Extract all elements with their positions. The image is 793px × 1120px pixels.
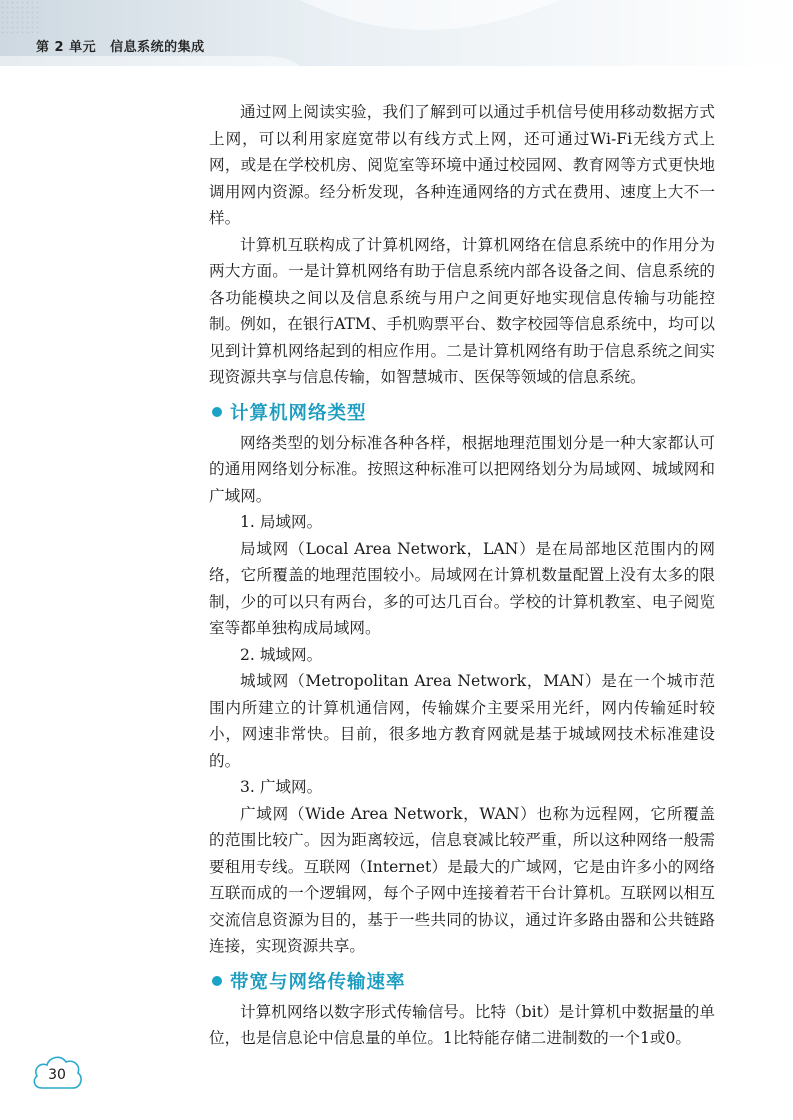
header-decoration bbox=[0, 0, 793, 66]
bullet-icon bbox=[212, 976, 222, 986]
main-content bbox=[209, 99, 715, 1052]
page-number-badge bbox=[30, 1050, 84, 1094]
header-unit: 第 2 单元 bbox=[36, 40, 97, 55]
section-title: 计算机网络类型 bbox=[230, 402, 367, 424]
man-label: 2. 城域网。 bbox=[240, 645, 323, 664]
lan-paragraph: 局域网（Local Area Network，LAN）是在局部地区范围内的网络，它所覆盖的地理范围较小。局域网在计算机数量配置上没有太多的限制，少的可以只有两台，多的可达几百台。学校的计算机教室、电子阅览室等都单独构成局域网。 bbox=[209, 539, 715, 637]
bullet-icon bbox=[212, 407, 222, 417]
bandwidth-paragraph: 计算机网络以数字形式传输信号。比特（bit）是计算机中数据量的单位，也是信息论中信息量的单位。1比特能存储二进制数的一个1或0。 bbox=[209, 1002, 715, 1047]
header-chapter-title: 信息系统的集成 bbox=[110, 40, 205, 55]
man-paragraph: 城域网（Metropolitan Area Network，MAN）是在一个城市范围内所建立的计算机通信网，传输媒介主要采用光纤，网内传输延时较小，网速非常快。目前，很多地方教育网就是基于城域网技术标准建设的。 bbox=[209, 672, 715, 770]
section-title: 带宽与网络传输速率 bbox=[230, 971, 406, 993]
intro-paragraph-2: 计算机互联构成了计算机网络，计算机网络在信息系统中的作用分为两大方面。一是计算机网络有助于信息系统内部各设备之间、信息系统的各功能模块之间以及信息系统与用户之间更好地实现信息传输与功能控制。例如，在银行ATM、手机购票平台、数字校园等信息系统中，均可以见到计算机网络起到的相应作用。二是计算机网络有助于信息系统之间实现资源共享与信息传输，如智慧城市、医保等领域的信息系统。 bbox=[209, 235, 715, 386]
wan-paragraph: 广域网（Wide Area Network，WAN）也称为远程网，它所覆盖的范围比较广。因为距离较远，信息衰减比较严重，所以这种网络一般需要租用专线。互联网（Internet）是最大的广域网，它是由许多小的网络互联而成的一个逻辑网，每个子网中连接着若干台计算机。互联网以相互交流信息资源为目的，基于一些共同的协议，通过许多路由器和公共链路连接，实现资源共享。 bbox=[209, 804, 715, 955]
section-heading-bandwidth bbox=[209, 967, 715, 995]
lan-label: 1. 局域网。 bbox=[240, 513, 323, 531]
page-header bbox=[0, 0, 793, 66]
section-heading-network-types bbox=[209, 398, 715, 426]
network-types-intro: 网络类型的划分标准各种各样，根据地理范围划分是一种大家都认可的通用网络划分标准。按照这种标准可以把网络划分为局域网、城域网和广域网。 bbox=[209, 433, 715, 505]
wan-label: 3. 广域网。 bbox=[240, 778, 323, 796]
intro-paragraph-1: 通过网上阅读实验，我们了解到可以通过手机信号使用移动数据方式上网，可以利用家庭宽带以有线方式上网，还可通过Wi-Fi无线方式上网，或是在学校机房、阅览室等环境中通过校园网、教育网等方式更快地调用网内资源。经分析发现，各种连通网络的方式在费用、速度上大不一样。 bbox=[209, 103, 715, 227]
page-number: 30 bbox=[48, 1067, 66, 1083]
header-title bbox=[36, 36, 205, 55]
